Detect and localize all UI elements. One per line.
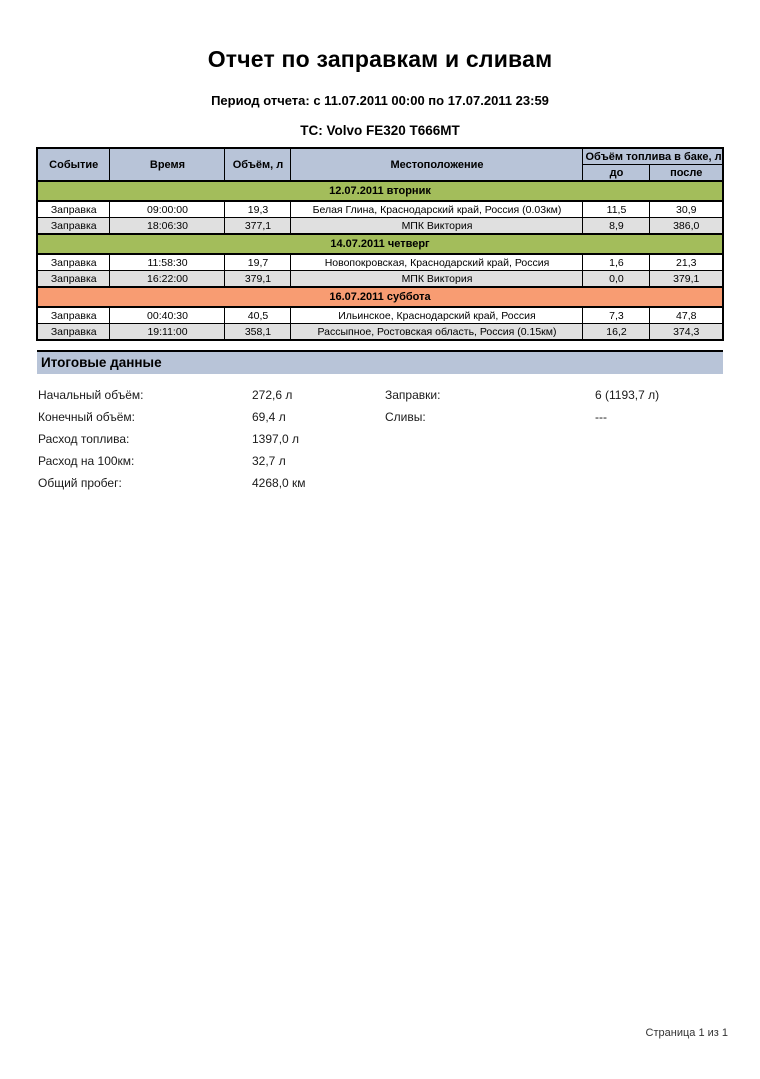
cell-event: Заправка (37, 271, 110, 288)
report-period: Период отчета: с 11.07.2011 00:00 по 17.07.2011 23:59 (211, 93, 549, 108)
vehicle-title: ТС: Volvo FE320 Т666МТ (300, 123, 460, 138)
date-group-row (37, 234, 723, 254)
cell-fuel-before: 0,0 (583, 271, 650, 288)
cell-location: Рассыпное, Ростовская область, Россия (0.15км) (291, 324, 583, 341)
date-group-row (37, 181, 723, 201)
table-header-row (37, 148, 723, 165)
summary-row (38, 406, 760, 428)
cell-time: 16:22:00 (110, 271, 225, 288)
cell-volume: 379,1 (225, 271, 291, 288)
cell-fuel-before: 1,6 (583, 254, 650, 271)
summary-value: 32,7 л (252, 454, 286, 468)
cell-fuel-before: 8,9 (583, 218, 650, 235)
cell-fuel-after: 30,9 (650, 201, 723, 218)
cell-location: МПК Виктория (291, 218, 583, 235)
cell-event: Заправка (37, 324, 110, 341)
summary-value: 4268,0 км (252, 476, 306, 490)
date-group-label: 16.07.2011 суббота (37, 287, 723, 307)
summary-row (38, 450, 760, 472)
col-header-location: Местоположение (291, 148, 583, 181)
cell-event: Заправка (37, 254, 110, 271)
summary-label: Общий пробег: (38, 476, 122, 490)
summary-label: Сливы: (385, 410, 426, 424)
summary-label: Заправки: (385, 388, 441, 402)
summary-grid (38, 384, 760, 494)
date-group-label: 14.07.2011 четверг (37, 234, 723, 254)
cell-time: 11:58:30 (110, 254, 225, 271)
table-row (37, 324, 723, 341)
cell-location: Новопокровская, Краснодарский край, Россия (291, 254, 583, 271)
date-group-row (37, 287, 723, 307)
summary-row (38, 472, 760, 494)
summary-value: 272,6 л (252, 388, 293, 402)
summary-label: Расход на 100км: (38, 454, 135, 468)
table-row (37, 254, 723, 271)
cell-event: Заправка (37, 218, 110, 235)
col-header-volume: Объём, л (225, 148, 291, 181)
summary-value: --- (595, 410, 607, 424)
cell-time: 00:40:30 (110, 307, 225, 324)
table-row (37, 218, 723, 235)
col-header-event: Событие (37, 148, 110, 181)
page-number: Страница 1 из 1 (645, 1027, 728, 1039)
cell-event: Заправка (37, 201, 110, 218)
summary-label: Конечный объём: (38, 410, 136, 424)
col-header-time: Время (110, 148, 225, 181)
summary-label: Начальный объём: (38, 388, 144, 402)
page-title: Отчет по заправкам и сливам (207, 46, 553, 72)
summary-label: Расход топлива: (38, 432, 130, 446)
cell-fuel-after: 47,8 (650, 307, 723, 324)
table-row (37, 271, 723, 288)
cell-fuel-after: 386,0 (650, 218, 723, 235)
cell-volume: 358,1 (225, 324, 291, 341)
cell-time: 18:06:30 (110, 218, 225, 235)
cell-volume: 19,7 (225, 254, 291, 271)
summary-row (38, 428, 760, 450)
cell-fuel-before: 11,5 (583, 201, 650, 218)
summary-section-header: Итоговые данные (37, 350, 723, 374)
cell-fuel-after: 379,1 (650, 271, 723, 288)
cell-volume: 40,5 (225, 307, 291, 324)
cell-fuel-after: 21,3 (650, 254, 723, 271)
cell-volume: 19,3 (225, 201, 291, 218)
cell-fuel-after: 374,3 (650, 324, 723, 341)
date-group-label: 12.07.2011 вторник (37, 181, 723, 201)
col-header-before: до (583, 165, 650, 182)
summary-value: 1397,0 л (252, 432, 300, 446)
table-row (37, 201, 723, 218)
col-header-fuel-in-tank: Объём топлива в баке, л (583, 148, 723, 165)
cell-time: 09:00:00 (110, 201, 225, 218)
table-row (37, 307, 723, 324)
summary-value: 69,4 л (252, 410, 286, 424)
cell-location: МПК Виктория (291, 271, 583, 288)
summary-value: 6 (1193,7 л) (595, 388, 660, 402)
summary-row (38, 384, 760, 406)
col-header-after: после (650, 165, 723, 182)
cell-event: Заправка (37, 307, 110, 324)
events-table (36, 147, 724, 341)
cell-volume: 377,1 (225, 218, 291, 235)
cell-location: Белая Глина, Краснодарский край, Россия (0.03км) (291, 201, 583, 218)
cell-fuel-before: 7,3 (583, 307, 650, 324)
cell-fuel-before: 16,2 (583, 324, 650, 341)
cell-location: Ильинское, Краснодарский край, Россия (291, 307, 583, 324)
cell-time: 19:11:00 (110, 324, 225, 341)
